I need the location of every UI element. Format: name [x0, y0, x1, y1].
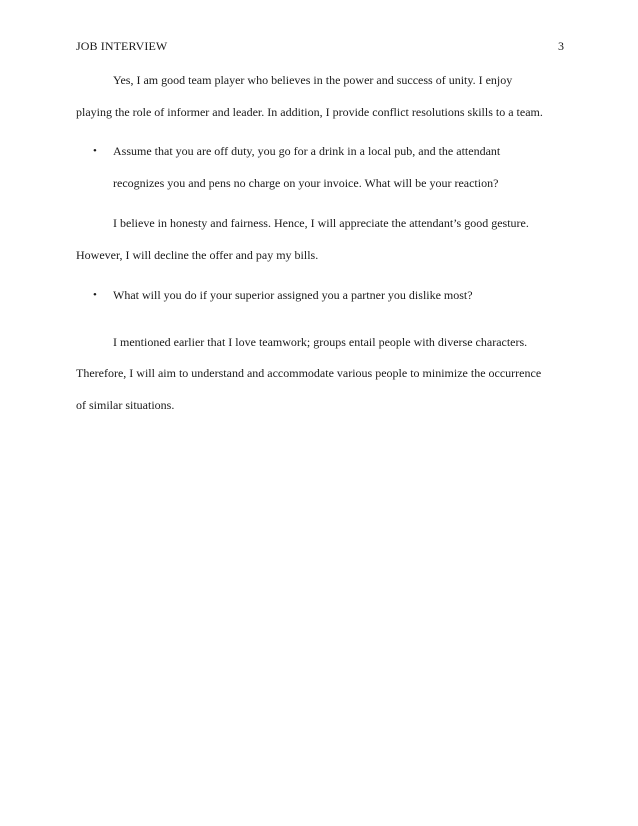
answer-3-line-3: of similar situations. — [76, 398, 175, 412]
page-number: 3 — [558, 39, 564, 53]
page-header — [76, 37, 564, 55]
running-head: JOB INTERVIEW — [76, 39, 168, 53]
answer-1-line-2: playing the role of informer and leader. In addition, I provide conflict resolutions skills to a team. — [76, 105, 543, 119]
question-2-bullet: • — [93, 289, 97, 301]
question-1-line-1: Assume that you are off duty, you go for a drink in a local pub, and the attendant — [113, 144, 501, 158]
answer-2-line-2: However, I will decline the offer and pay my bills. — [76, 248, 319, 262]
question-1-bullet: • — [93, 145, 97, 157]
answer-1-line-1: Yes, I am good team player who believes in the power and success of unity. I enjoy — [113, 73, 513, 87]
question-1-line-2: recognizes you and pens no charge on your invoice. What will be your reaction? — [113, 176, 499, 190]
answer-3-line-2: Therefore, I will aim to understand and accommodate various people to minimize the occurrence — [76, 366, 542, 380]
question-2-line-1: What will you do if your superior assigned you a partner you dislike most? — [113, 288, 473, 302]
answer-3-line-1: I mentioned earlier that I love teamwork; groups entail people with diverse characters. — [113, 335, 528, 349]
answer-2-line-1: I believe in honesty and fairness. Hence, I will appreciate the attendant’s good gesture. — [113, 216, 529, 230]
